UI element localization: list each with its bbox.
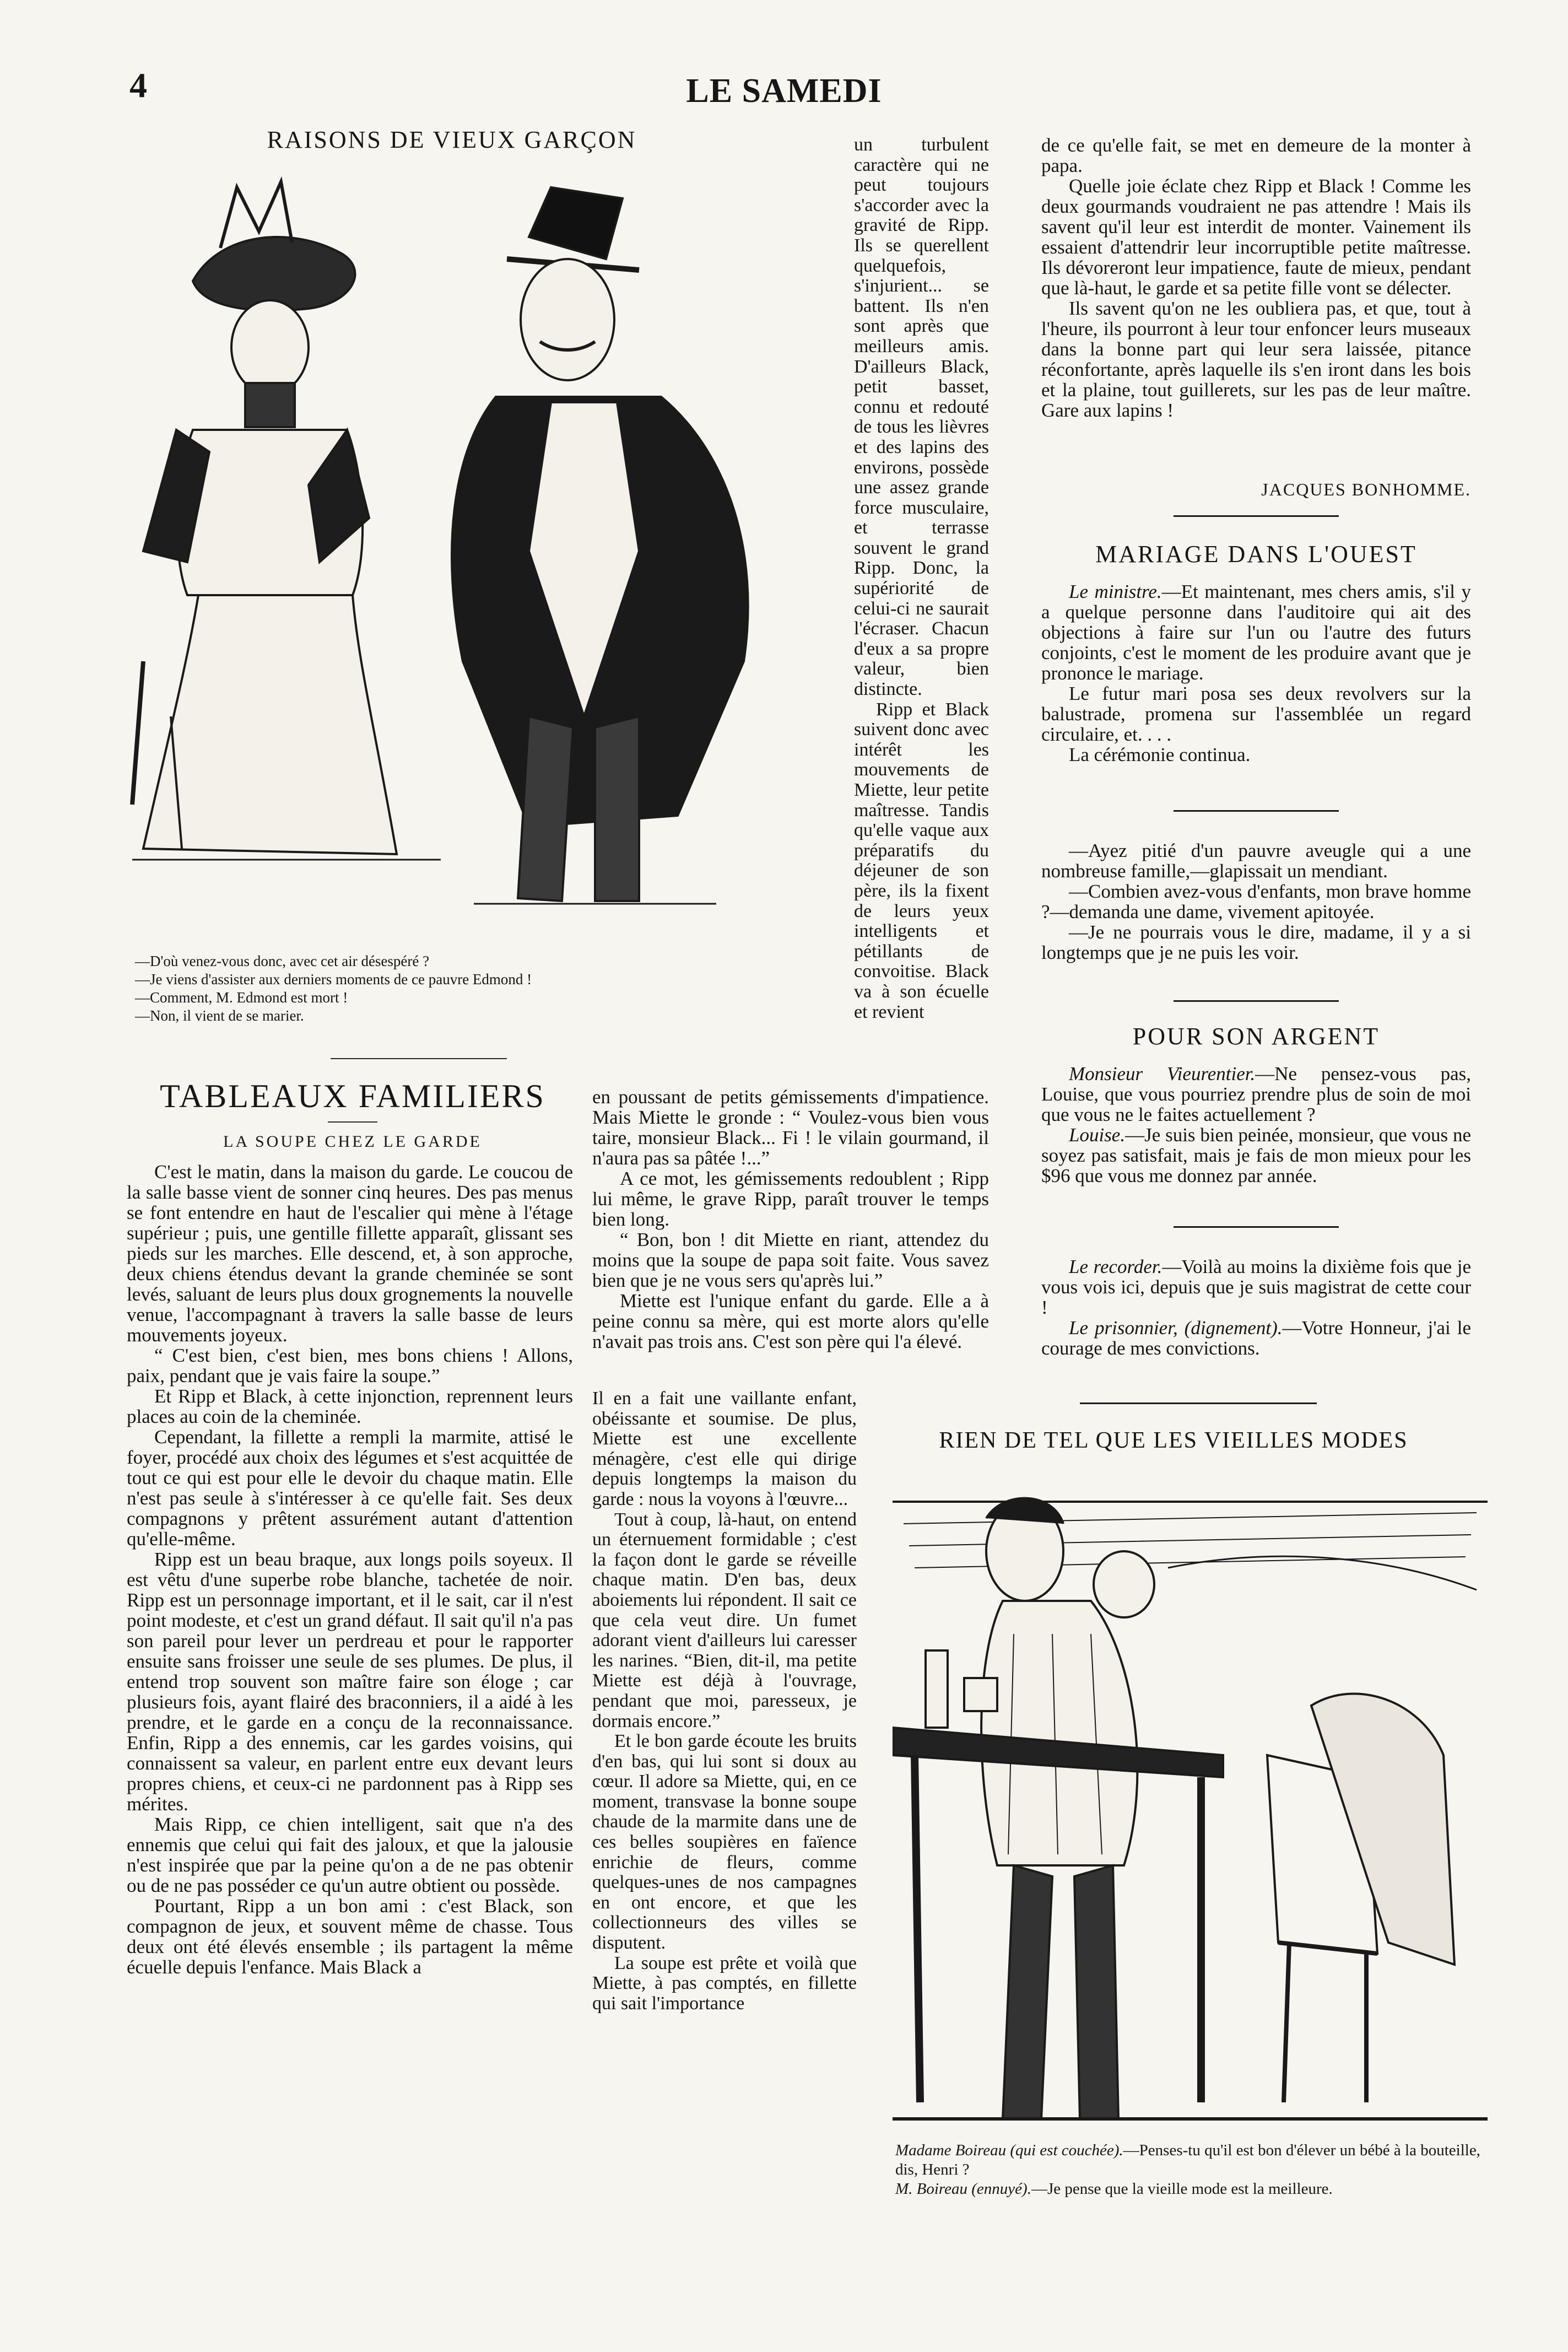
- illustration-family: [893, 1469, 1488, 2130]
- paragraph: A ce mot, les gémissements redoublent ; Ripp lui même, le grave Ripp, paraît trouver le temps bien long.: [592, 1168, 989, 1230]
- tableaux-column-2-lower: [592, 1389, 857, 2014]
- newspaper-title: LE SAMEDI: [686, 72, 882, 110]
- divider: [1174, 810, 1339, 812]
- tableaux-column-3: [1041, 135, 1471, 420]
- paragraph: Le futur mari posa ses deux revolvers sur la balustrade, promena sur l'assemblée un regard circulaire, et. . . .: [1041, 683, 1471, 745]
- modes-caption: [895, 2141, 1490, 2199]
- paragraph: Cependant, la fillette a rempli la marmite, attisé le foyer, procédé aux choix des légumes et s'est acquittée de tout ce qui est pour elle le devoir du chaque matin. Elle n'est pas seule à s'intéresser à ce qu'elle fait. Ses deux compagnons y prêtent assurément autant d'attention qu'elle-même.: [127, 1426, 573, 1550]
- paragraph: de ce qu'elle fait, se met en demeure de la monter à papa.: [1041, 134, 1471, 176]
- paragraph: Et Ripp et Black, à cette injonction, reprennent leurs places au coin de la cheminée.: [127, 1385, 573, 1427]
- dialogue-line: Le prisonnier, (dignement).—Votre Honneur, j'ai le courage de mes convictions.: [1041, 1317, 1471, 1359]
- tableaux-title: TABLEAUX FAMILIERS: [160, 1078, 545, 1114]
- paragraph: Mais Ripp, ce chien intelligent, sait que n'a des ennemis que celui qui fait des jaloux, et que la jalousie n'est inspirée que par la peine qu'on a de ne pas obtenir ou de ne pas posséder ce qu'un autre obtient ou possède.: [127, 1814, 573, 1896]
- divider: [1174, 1000, 1339, 1002]
- tableaux-column-2-wide: [592, 1087, 989, 1352]
- argent-title: POUR SON ARGENT: [1132, 1023, 1380, 1050]
- paragraph: Miette est l'unique enfant du garde. Elle a à peine connu sa mère, qui est morte alors qu'elle n'avait pas trois ans. C'est son père qui l'a élevé.: [592, 1290, 989, 1352]
- paragraph: Ils savent qu'on ne les oubliera pas, et que, tout à l'heure, ils pourront à leur tour enfoncer leurs museaux dans la bonne part qui leur sera laissée, pitance réconfortante, après laquelle ils s'en iront dans les bois et la plaine, tout guillerets, sur les pas de leur maître. Gare aux lapins !: [1041, 298, 1471, 421]
- divider: [1174, 515, 1339, 517]
- paragraph: —Ayez pitié d'un pauvre aveugle qui a une nombreuse famille,—glapissait un mendiant.: [1041, 840, 1471, 882]
- signature: JACQUES BONHOMME.: [1261, 479, 1471, 499]
- paragraph: “ Bon, bon ! dit Miette en riant, attendez du moins que la soupe de papa soit faite. Vous savez bien que je ne vous sers qu'après lui.”: [592, 1229, 989, 1291]
- paragraph: en poussant de petits gémissements d'impatience. Mais Miette le gronde : “ Voulez-vous bien vous taire, monsieur Black... Fi ! le vilain gourmand, il n'aura pas sa pâtée !...”: [592, 1086, 989, 1169]
- aveugle-text: [1041, 840, 1471, 963]
- divider: [328, 1121, 377, 1123]
- paragraph: C'est le matin, dans la maison du garde. Le coucou de la salle basse vient de sonner cinq heures. Des pas menus se font entendre en haut de l'escalier qui mène à l'étage supérieur ; puis, une gentille fillette apparaît, glissant ses pieds sur les marches. Elle descend, et, à son approche, deux chiens étendus devant la grande cheminée se sont levés, saluant de leurs plus doux grognements la nouvelle venue, l'accompagnant à travers la salle basse de leurs mouvements joyeux.: [127, 1161, 573, 1346]
- illustration-couple: [110, 165, 848, 920]
- paragraph: —Combien avez-vous d'enfants, mon brave homme ?—demanda une dame, vivement apitoyée.: [1041, 881, 1471, 923]
- paragraph: Ripp et Black suivent donc avec intérêt les mouvements de Miette, leur petite maîtresse. Tandis qu'elle vaque aux préparatifs du déjeuner de son père, ils la fixent de leurs yeux intelligents et pétillants de convoitise. Black va à son écuelle et revient: [854, 699, 989, 1022]
- paragraph: Tout à coup, là-haut, on entend un éternuement formidable ; c'est la façon dont le garde se réveille chaque matin. D'en bas, deux aboiements lui répondent. Il sait ce que cela veut dire. Un fumet adorant vient d'ailleurs lui caresser les narines. “Bien, dit-il, ma petite Miette est déjà à l'ouvrage, pendant que moi, paresseux, je dormais encore.”: [592, 1509, 857, 1731]
- dialogue-line: Le ministre.—Et maintenant, mes chers amis, s'il y a quelque personne dans l'auditoire qui ait des objections à faire sur l'un ou l'autre des futurs conjoints, c'est le moment de les produire avant que je prononce le mariage.: [1041, 581, 1471, 684]
- caption-line: M. Boireau (ennuyé).—Je pense que la vieille mode est la meilleure.: [895, 2180, 1333, 2198]
- speaker: Le recorder.: [1069, 1256, 1163, 1277]
- tableaux-column-1: [127, 1162, 573, 1977]
- dialogue-line: Monsieur Vieurentier.—Ne pensez-vous pas, Louise, que vous pourriez prendre plus de soin de moi que vous ne le faites actuellement ?: [1041, 1063, 1471, 1125]
- paragraph: Il en a fait une vaillante enfant, obéissante et soumise. De plus, Miette est une excellente ménagère, c'est elle qui dirige depuis longtemps la maison du garde : nous la voyons à l'œuvre...: [592, 1388, 857, 1509]
- tableaux-column-2-narrow: [854, 135, 989, 1022]
- speaker: Le prisonnier, (dignement).: [1069, 1317, 1283, 1339]
- dialogue-line: Le recorder.—Voilà au moins la dixième fois que je vous vois ici, depuis que je suis magistrat de cette cour !: [1041, 1256, 1471, 1318]
- caption-line: —Je viens d'assister aux derniers moments de ce pauvre Edmond !: [135, 971, 532, 988]
- paragraph: —Je ne pourrais vous le dire, madame, il y a si longtemps que je ne puis les voir.: [1041, 921, 1471, 963]
- argent-text: [1041, 1064, 1471, 1186]
- speaker: Monsieur Vieurentier.: [1069, 1063, 1256, 1085]
- caption-line: —Comment, M. Edmond est mort !: [135, 989, 348, 1006]
- paragraph: La soupe est prête et voilà que Miette, à pas comptés, en fillette qui sait l'importance: [592, 1952, 857, 2014]
- paragraph: Ripp est un beau braque, aux longs poils soyeux. Il est vêtu d'une superbe robe blanche, tachetée de noir. Ripp est un personnage important, et il le sait, car il n'est point modeste, et c'est un grand défaut. Il sait qu'il n'a pas son pareil pour lever un perdreau et pour le rapporter ensuite sans froisser une seule de ses plumes. De plus, il entend trop souvent son maître faire son éloge ; car plusieurs fois, ayant flairé des braconniers, il a aidé à les prendre, et le garde en a conçu de la reconnaissance. Enfin, Ripp a des ennemis, car les gardes voisins, qui connaissent sa valeur, en parlent entre eux devant leurs propres chiens, et ceux-ci ne pardonnent pas à Ripp ses mérites.: [127, 1549, 573, 1815]
- speaker: Madame Boireau (qui est couchée).: [895, 2141, 1123, 2159]
- page-number: 4: [129, 66, 147, 105]
- paragraph: Pourtant, Ripp a un bon ami : c'est Black, son compagnon de jeux, et souvent même de chasse. Tous deux ont été élevés ensemble ; ils partagent la même écuelle depuis l'enfance. Mais Black a: [127, 1895, 573, 1978]
- paragraph: Et le bon garde écoute les bruits d'en bas, qui lui sont si doux au cœur. Il adore sa Miette, qui, en ce moment, transvase la bonne soupe chaude de la marmite dans une de ces belles soupières en faïence enrichie de fleurs, comme quelques-unes de nos campagnes en ont encore, et que les collectionneurs des villes se disputent.: [592, 1731, 857, 1954]
- divider: [1080, 1402, 1317, 1404]
- caption-line: Madame Boireau (qui est couchée).—Penses-tu qu'il est bon d'élever un bébé à la bouteille, dis, Henri ?: [895, 2141, 1480, 2178]
- speaker: Le ministre.: [1069, 581, 1162, 602]
- speaker: M. Boireau (ennuyé).: [895, 2180, 1031, 2198]
- paragraph: La cérémonie continua.: [1069, 744, 1251, 765]
- speaker: Louise.: [1069, 1124, 1126, 1146]
- paragraph: “ C'est bien, c'est bien, mes bons chiens ! Allons, paix, pendant que je vais faire la soupe.”: [127, 1345, 573, 1387]
- dialogue-line: Louise.—Je suis bien peinée, monsieur, que vous ne soyez pas satisfait, mais je fais de mon mieux pour les $96 que vous me donnez par année.: [1041, 1124, 1471, 1186]
- modes-title: RIEN DE TEL QUE LES VIEILLES MODES: [939, 1428, 1408, 1453]
- mariage-text: [1041, 581, 1471, 765]
- divider: [331, 1058, 507, 1059]
- raisons-title: RAISONS DE VIEUX GARÇON: [267, 126, 637, 153]
- mariage-title: MARIAGE DANS L'OUEST: [1095, 541, 1417, 568]
- paragraph: Quelle joie éclate chez Ripp et Black ! Comme les deux gourmands voudraient ne pas attendre ! Mais ils savent qu'il leur est interdit de monter. Vainement ils essaient d'attendrir leur incorruptible petite maîtresse. Ils dévoreront leur impatience, faute de mieux, pendant que là-haut, le garde et sa petite fille vont se délecter.: [1041, 175, 1471, 299]
- caption-line: —D'où venez-vous donc, avec cet air désespéré ?: [135, 953, 430, 969]
- recorder-text: [1041, 1256, 1471, 1358]
- divider: [1174, 1226, 1339, 1228]
- tableaux-subtitle: LA SOUPE CHEZ LE GARDE: [223, 1132, 482, 1151]
- caption-line: —Non, il vient de se marier.: [135, 1007, 304, 1024]
- raisons-caption: [135, 952, 862, 1025]
- paragraph: un turbulent caractère qui ne peut toujours s'accorder avec la gravité de Ripp. Ils se querellent quelquefois, s'injurient... se battent. Ils n'en sont après que meilleurs amis. D'ailleurs Black, petit basset, connu et redouté de tous les lièvres et des lapins des environs, possède une assez grande force musculaire, et terrasse souvent le grand Ripp. Donc, la supériorité de celui-ci ne saurait l'écraser. Chacun d'eux a sa propre valeur, bien distincte.: [854, 134, 989, 700]
